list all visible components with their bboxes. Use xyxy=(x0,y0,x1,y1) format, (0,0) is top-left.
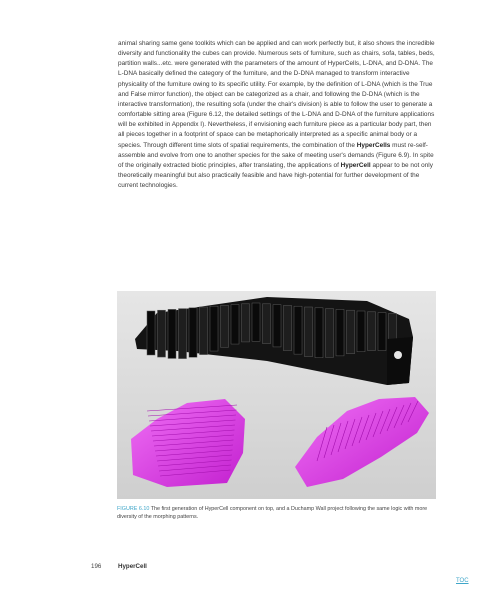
cube-segment xyxy=(231,305,239,344)
cube-segment xyxy=(294,306,302,354)
figure-render xyxy=(117,291,436,499)
caption-text: The first generation of HyperCell component on top, and a Duchamp Wall project following the same logic with more diversity of the morphing patterns. xyxy=(117,506,428,521)
cube-segment xyxy=(305,307,313,357)
hypercell-bold: HyperCell xyxy=(340,161,371,169)
page-number: 196 xyxy=(91,563,102,570)
cube-segment xyxy=(347,310,355,354)
body-paragraph xyxy=(118,39,436,191)
cube-segment xyxy=(168,309,176,358)
cube-segment xyxy=(284,305,292,350)
cube-segment xyxy=(147,311,155,355)
cube-segment xyxy=(273,305,281,347)
hypercells-bold: HyperCells xyxy=(356,141,391,149)
cube-segment xyxy=(221,305,229,347)
body-text-part-1: animal sharing same gene toolkits which can be applied and can work perfectly but, it also shows the incredible diversity and functionality the cubes can provide. Numerous sets of furniture, such as chairs, sofa, tables, beds, partition walls...etc. were generated with the parameters of the amount of HyperCells, L-DNA, and D-DNA. The L-DNA basically defined the category of the furniture, and the D-DNA managed to transform interactive physicality of the furniture owing to its specific utility. For example, by the definition of L-DNA (which is the True and False mirror function), the object can be categorized as a chair, and following the D-DNA (which is the interactive transformation), the resulting sofa (under the chair's division) is able to follow the user to generate a comfortable sitting area (Figure 6.12, the detailed settings of the L-DNA and D-DNA of the furniture applications will be exhibited in Appendix I). Nevertheless, if envisioning each furniture piece as a particular body part, then all pieces together in a footprint of space can be metaphorically interpreted as a specific animal body or a species. Through different time slots of spatial requirements, the combination of the xyxy=(118,40,435,149)
cube-segment xyxy=(200,307,208,355)
cube-segment xyxy=(336,309,344,355)
cube-segment xyxy=(357,311,365,352)
running-title: HyperCell xyxy=(118,563,147,570)
cube-segment xyxy=(179,309,187,359)
cube-segment xyxy=(252,303,260,341)
figure-label: FIGURE 6.10 xyxy=(117,506,150,512)
body-text-part-2: must re-self-assemble and evolve from one to another species for the sake of meeting user's demands (Figure 6.9). In spite of the originally extracted biotic principles, after translating, the applications of xyxy=(118,141,434,169)
toc-link[interactable]: TOC xyxy=(456,578,469,584)
cube-segment xyxy=(189,308,197,357)
body-text-part-3: appear to be not only theoretically meaningful but also practically feasible and have high-potential for further development of the current technologies. xyxy=(118,161,433,190)
cube-segment xyxy=(158,310,166,357)
figure-caption xyxy=(117,505,437,522)
cube-segment xyxy=(326,309,334,358)
figure-image xyxy=(117,291,436,499)
cube-segment xyxy=(378,313,386,351)
cube-segment xyxy=(210,306,218,351)
cube-segment xyxy=(315,308,323,358)
cube-segment xyxy=(242,304,250,342)
cube-segment xyxy=(368,312,376,351)
cube-segment xyxy=(263,304,271,344)
